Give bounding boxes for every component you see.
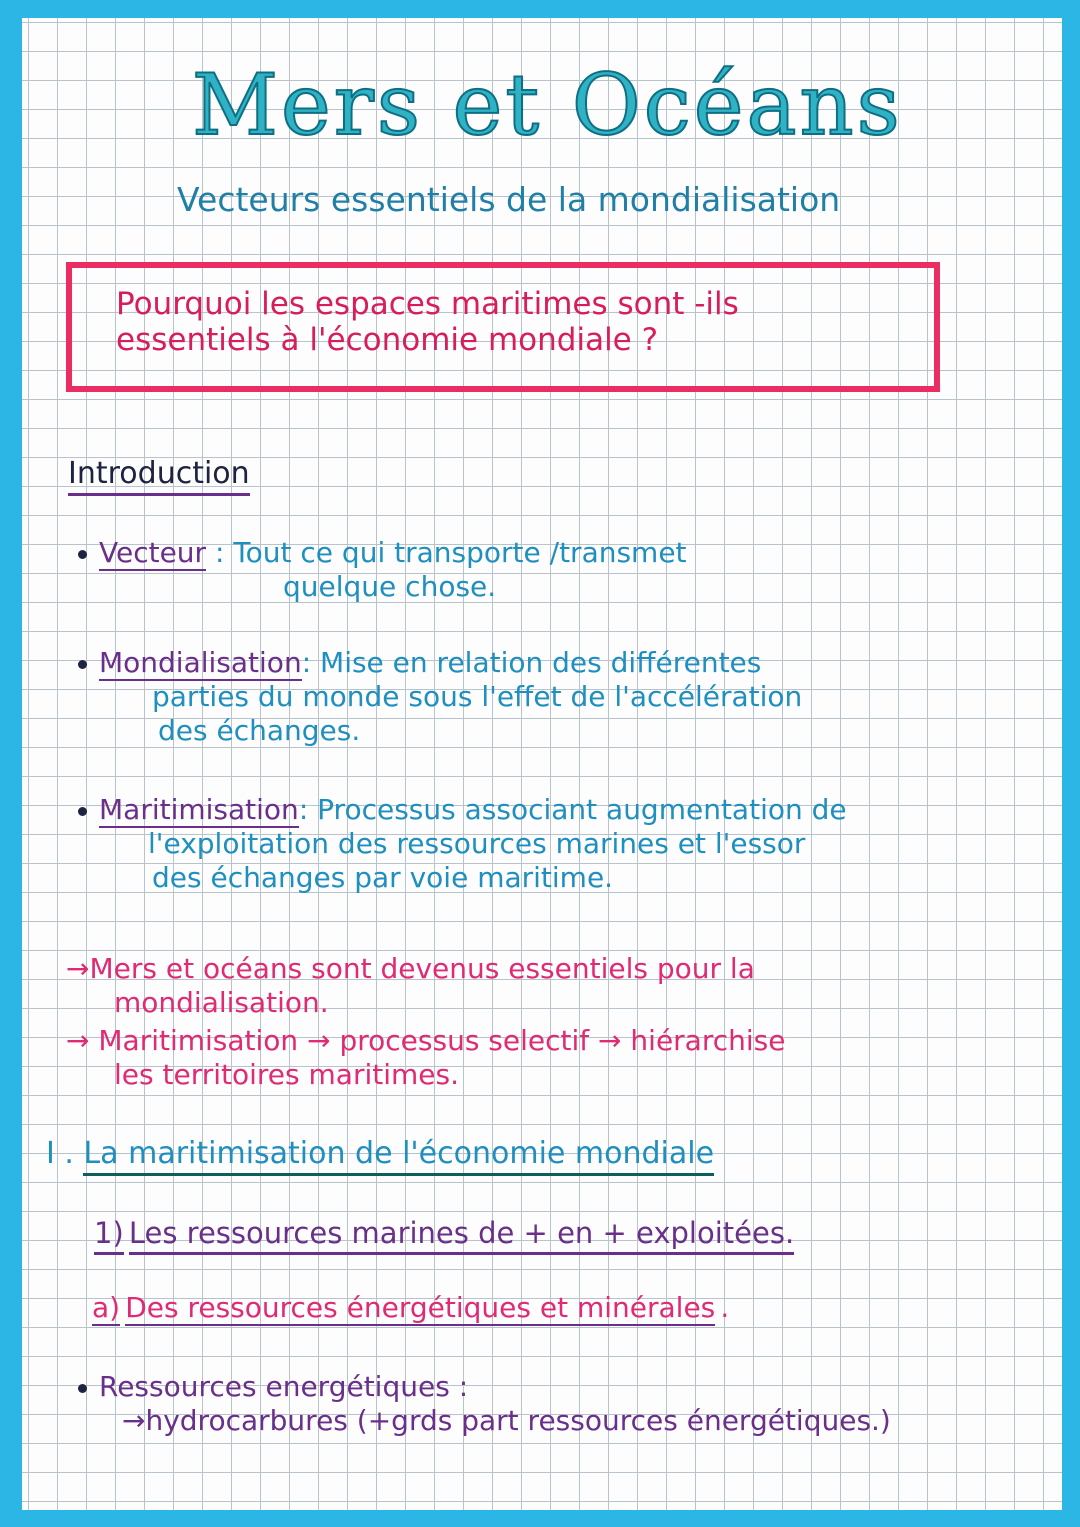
- definition-separator: :: [298, 793, 318, 826]
- conclusion-term: Maritimisation: [98, 1024, 299, 1057]
- subsection-title: Des ressources énergétiques et minérales: [125, 1291, 716, 1324]
- notebook-sheet: [22, 18, 1062, 1510]
- subsection-number: a): [92, 1291, 121, 1324]
- arrow-icon: →: [66, 952, 90, 985]
- arrow-icon: →: [307, 1024, 331, 1057]
- question-line-2: essentiels à l'économie mondiale ?: [116, 322, 659, 358]
- bullet-dot: [78, 807, 87, 816]
- definition-separator: :: [301, 646, 321, 679]
- definition-term: Mondialisation: [99, 646, 302, 679]
- definition-term: Maritimisation: [99, 793, 299, 826]
- definition-text: des échanges par voie maritime.: [152, 861, 614, 894]
- question-box: [66, 262, 940, 392]
- arrow-icon: →: [598, 1024, 622, 1057]
- conclusion-term: hiérarchise: [630, 1024, 786, 1057]
- arrow-icon: →: [122, 1404, 146, 1437]
- definition-text: l'exploitation des ressources marines et l'essor: [148, 827, 806, 860]
- introduction-heading: Introduction: [68, 456, 250, 496]
- definition-text: Mise en relation des différentes: [320, 646, 762, 679]
- subsection-tail: .: [720, 1291, 730, 1324]
- subsection-number: 1): [94, 1216, 124, 1255]
- resource-item: [78, 1370, 891, 1438]
- conclusion-2: [66, 1024, 785, 1092]
- definition-mondialisation: [78, 646, 802, 748]
- definition-separator: :: [206, 536, 234, 569]
- conclusion-text: Mers et océans sont devenus essentiels pour la: [89, 952, 755, 985]
- definition-text: Processus associant augmentation de: [317, 793, 847, 826]
- definition-text: parties du monde sous l'effet de l'accélération: [152, 680, 803, 713]
- section-number: I .: [46, 1136, 74, 1171]
- definition-term: Vecteur: [99, 536, 207, 569]
- definition-vecteur: [78, 536, 687, 604]
- question-line-1: Pourquoi les espaces maritimes sont -ils: [116, 286, 739, 322]
- definition-text: des échanges.: [158, 714, 361, 747]
- subsection-title: Les ressources marines de + en + exploitées.: [129, 1216, 794, 1255]
- bullet-dot: [78, 550, 87, 559]
- definition-maritimisation: [78, 793, 847, 895]
- subsection-a: [92, 1291, 729, 1324]
- problem-question: [116, 286, 896, 358]
- resource-detail: hydrocarbures (+grds part ressources énergétiques.): [145, 1404, 891, 1437]
- subsection-1: [94, 1216, 794, 1250]
- conclusion-text: mondialisation.: [114, 986, 329, 1019]
- resource-label: Ressources energétiques :: [99, 1370, 469, 1403]
- bullet-dot: [78, 660, 87, 669]
- section-title: La maritimisation de l'économie mondiale: [83, 1136, 714, 1176]
- bullet-dot: [78, 1384, 87, 1393]
- definition-text: quelque chose.: [283, 570, 497, 603]
- arrow-icon: →: [66, 1024, 90, 1057]
- conclusion-1: [66, 952, 755, 1020]
- page-subtitle: Vecteurs essentiels de la mondialisation: [177, 180, 841, 219]
- conclusion-term: processus selectif: [339, 1024, 590, 1057]
- section-1-heading: [46, 1136, 714, 1171]
- conclusion-text: les territoires maritimes.: [114, 1058, 459, 1091]
- definition-text: Tout ce qui transporte /transmet: [233, 536, 687, 569]
- page-title: Mers et Océans: [192, 56, 903, 154]
